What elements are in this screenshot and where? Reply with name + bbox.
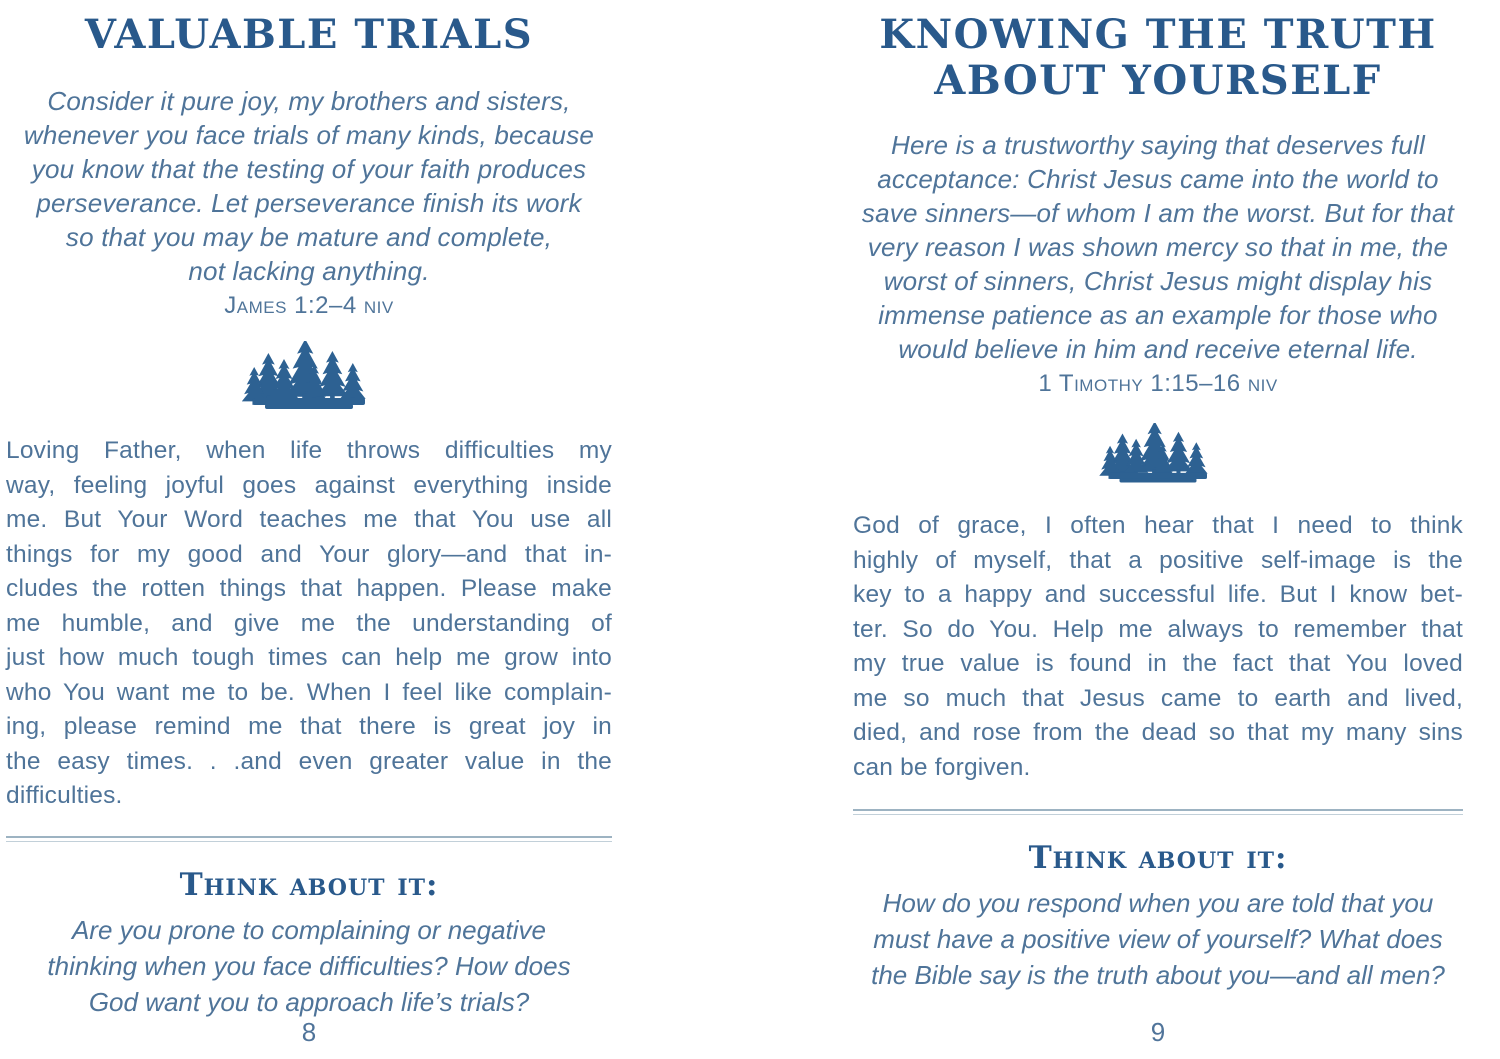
- reference-verses: 1:2–4: [294, 292, 357, 319]
- decoration-wrap: [6, 341, 612, 418]
- page-number: 9: [1150, 1017, 1166, 1047]
- pine-forest-icon: [1094, 423, 1222, 486]
- scripture-reference: [6, 291, 612, 321]
- think-about-it-heading: Think about it:: [179, 866, 439, 903]
- scripture-reference: [853, 369, 1463, 399]
- decoration-wrap: [853, 423, 1463, 491]
- page-right: [853, 0, 1463, 1059]
- scripture-quote: Here is a trustworthy saying that deserves full acceptance: Christ Jesus came into the world to save sinners—of whom I am the worst. But for that very reason I was shown mercy so that in me, the worst of sinners, Christ Jesus might display his immense patience as an example for those who would believe in him and receive eternal life.: [861, 130, 1455, 364]
- reflection-questions: Are you prone to complaining or negative thinking when you face difficulties? How does God want you to approach life’s trials?: [47, 914, 571, 1017]
- page-left: [6, 0, 612, 1059]
- page-title: KNOWING THE TRUTH ABOUT YOURSELF: [879, 11, 1437, 104]
- pine-forest-icon: [242, 341, 376, 413]
- reference-book: 1 Timothy: [1038, 370, 1144, 397]
- reflection-questions: How do you respond when you are told that you must have a positive view of yourself? What does the Bible say is the truth about you—and all men?: [871, 888, 1445, 990]
- page-title: VALUABLE TRIALS: [84, 11, 534, 58]
- section-divider: [853, 809, 1463, 815]
- page-number: 8: [301, 1017, 317, 1047]
- section-divider: [6, 836, 612, 842]
- reference-book: James: [224, 292, 287, 319]
- think-about-it-heading: Think about it:: [1028, 840, 1288, 876]
- prayer-text: God of grace, I often hear that I need to think highly of myself, that a positive self-image is the key to a happy and successful life. But I know bet- ter. So do You. Help me always to remember that my true value is found in the fact that You loved me so much that Jesus came to earth and lived, died, and rose from the dead so that my many sins can be forgiven.: [853, 512, 1463, 781]
- prayer-text: Loving Father, when life throws difficulties my way, feeling joyful goes against everything inside me. But Your Word teaches me that You use all things for my good and Your glory—and that in- cludes the rotten things that happen. Please make me humble, and give me the understanding of just how much tough times can help me grow into who You want me to be. When I feel like complain- ing, please remind me that there is great joy in the easy times. . .and even greater value in the difficulties.: [6, 437, 612, 809]
- reference-verses: 1:15–16: [1150, 370, 1241, 397]
- reference-version: niv: [1247, 370, 1278, 397]
- scripture-quote: Consider it pure joy, my brothers and sisters, whenever you face trials of many kinds, because you know that the testing of your faith produces perseverance. Let perseverance finish its work so that you may be mature and complete, not lacking anything.: [23, 86, 595, 286]
- reference-version: niv: [363, 292, 394, 319]
